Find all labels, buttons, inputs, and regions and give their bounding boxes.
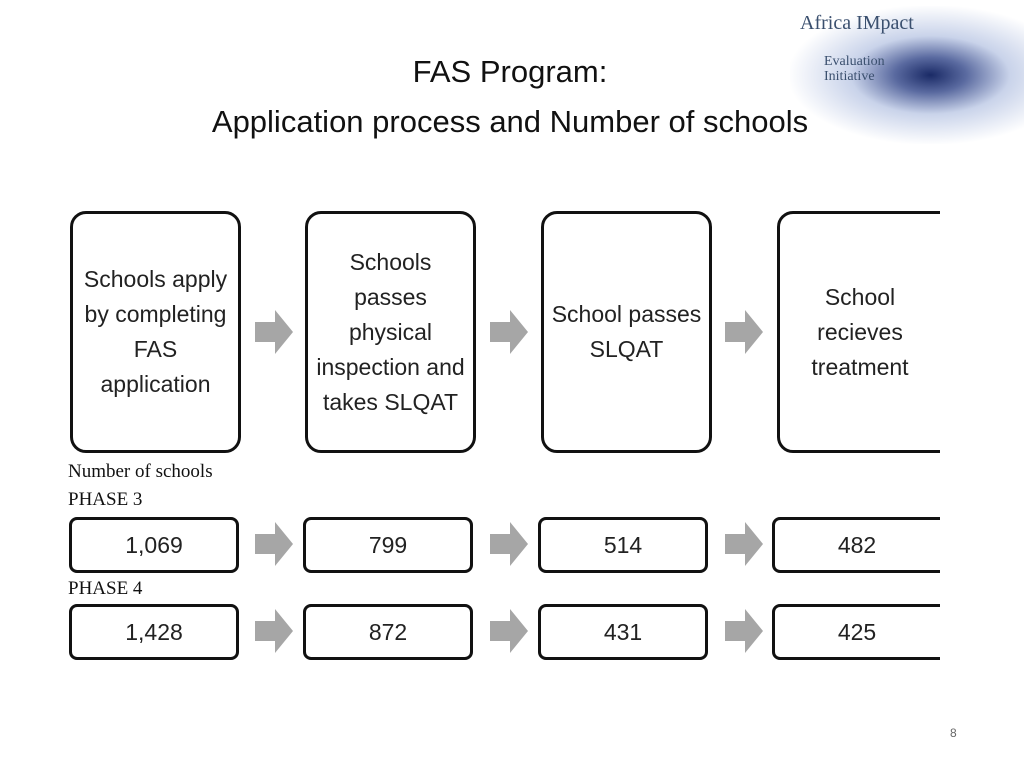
right-arrow-icon xyxy=(255,310,293,354)
phase3-value: 799 xyxy=(303,517,473,573)
step-box-treatment: School recieves treatment xyxy=(777,211,957,453)
right-arrow-icon xyxy=(725,310,763,354)
step-box-inspection: Schools passes physical inspection and takes SLQAT xyxy=(305,211,476,453)
phase3-value: 514 xyxy=(538,517,708,573)
right-arrow-icon xyxy=(255,609,293,653)
number-of-schools-label: Number of schools xyxy=(68,461,213,482)
right-arrow-icon xyxy=(490,310,528,354)
slide-title-line2: Application process and Number of schools xyxy=(211,104,809,139)
right-arrow-icon xyxy=(725,609,763,653)
step-box-apply: Schools apply by completing FAS application xyxy=(70,211,241,453)
phase4-value: 1,428 xyxy=(69,604,239,660)
phase3-label: PHASE 3 xyxy=(68,489,143,510)
right-arrow-icon xyxy=(490,609,528,653)
phase4-value: 431 xyxy=(538,604,708,660)
phase3-value: 482 xyxy=(772,517,952,573)
phase4-value: 425 xyxy=(772,604,952,660)
step-box-passes: School passes SLQAT xyxy=(541,211,712,453)
slide-title-line1: FAS Program: xyxy=(412,54,608,89)
slide-edge-mask xyxy=(940,190,1024,690)
phase3-value: 1,069 xyxy=(69,517,239,573)
page-number: 8 xyxy=(950,726,957,740)
phase4-value: 872 xyxy=(303,604,473,660)
logo-text: Africa IMpact xyxy=(800,12,914,34)
phase4-label: PHASE 4 xyxy=(68,578,143,599)
right-arrow-icon xyxy=(490,522,528,566)
right-arrow-icon xyxy=(725,522,763,566)
logo-subtext: Evaluation Initiative xyxy=(824,54,885,84)
right-arrow-icon xyxy=(255,522,293,566)
